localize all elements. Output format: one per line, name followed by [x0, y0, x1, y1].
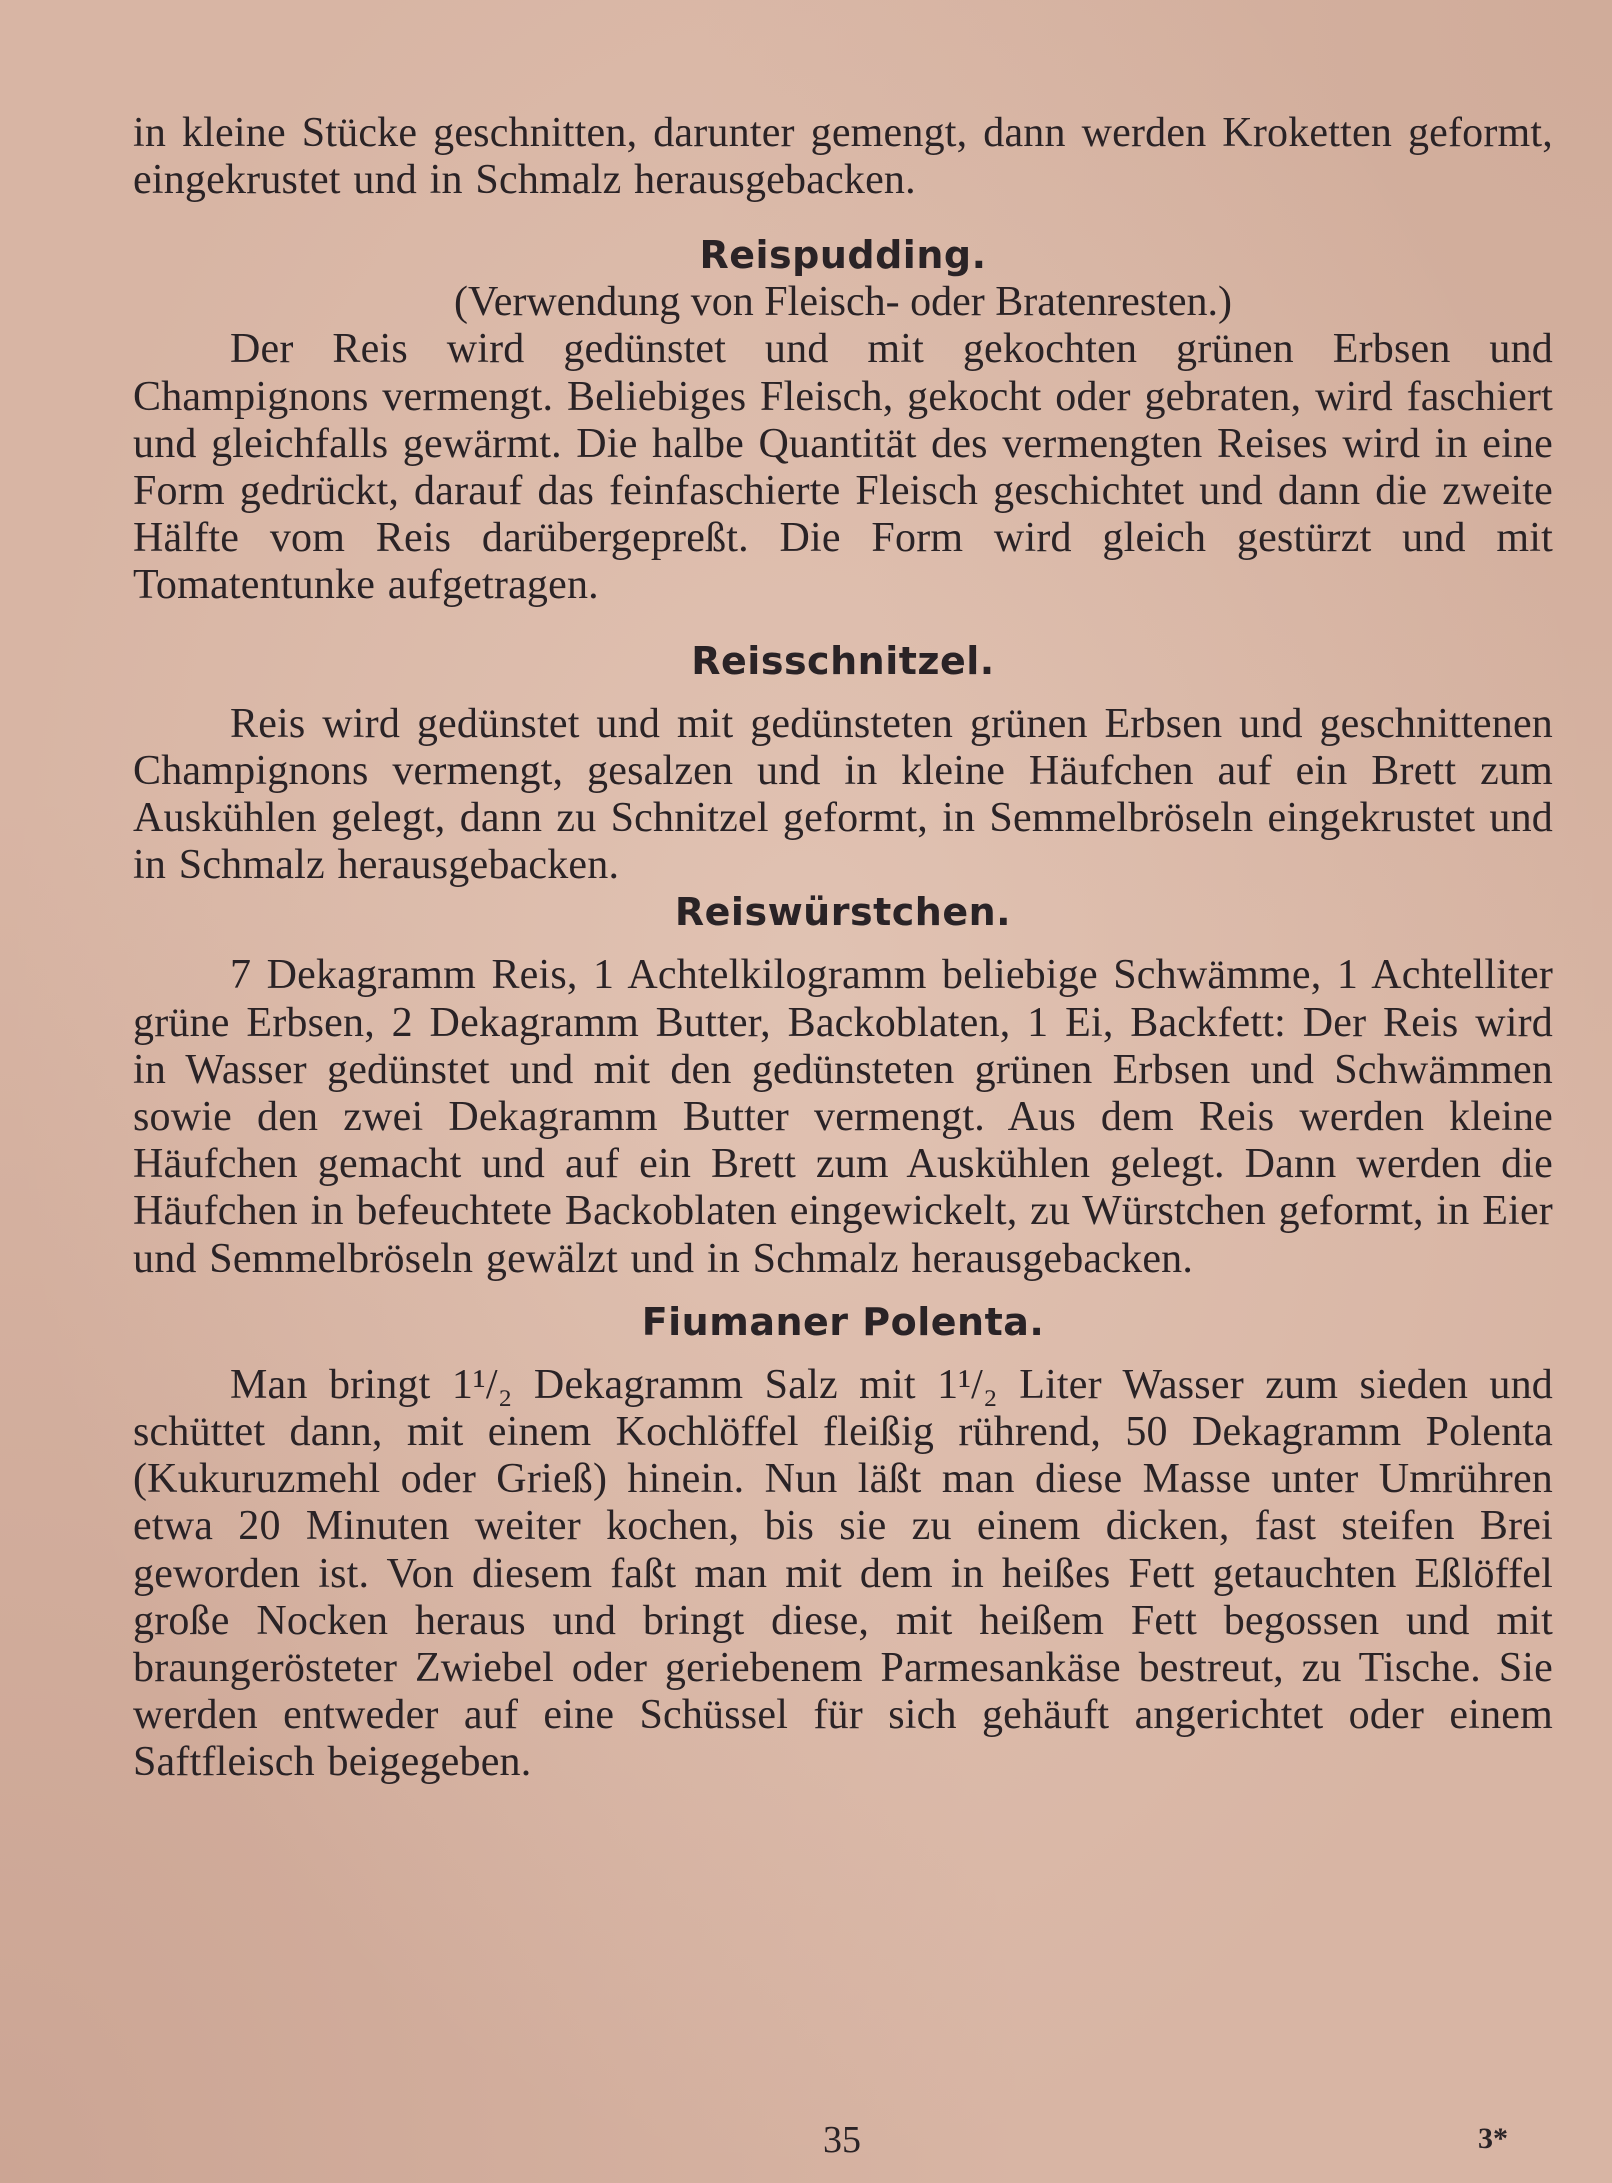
spacer — [133, 204, 1553, 232]
recipe-body: Der Reis wird gedünstet und mit gekochten grünen Erbsen und Champignons vermengt. Beliebiges Fleisch, gekocht oder gebraten, wird faschiert und gleichfalls gewärmt. Die halbe Quantität des vermengten Reises wird in eine Form gedrückt, darauf das feinfaschierte Fleisch geschichtet und dann die zweite Hälfte vom Reis darübergepreßt. Die Form wird gleich gestürzt und mit Tomatentunke aufgetragen. — [133, 326, 1553, 609]
recipe-reispudding — [133, 232, 1553, 609]
spacer — [133, 1283, 1553, 1299]
page-footer — [133, 2110, 1553, 2170]
recipe-body: Man bringt 1¹/₂ Dekagramm Salz mit 1¹/₂ Liter Wasser zum sieden und schüttet dann, mit einem Kochlöffel fleißig rührend, 50 Dekagramm Polenta (Kukuruzmehl oder Grieß) hinein. Nun läßt man diese Masse unter Umrühren etwa 20 Minuten weiter kochen, bis sie zu einem dicken, fast steifen Brei geworden ist. Von diesem faßt man mit dem in heißes Fett getauchten Eßlöffel große Nocken heraus und bringt diese, mit heißem Fett begossen und mit braungerösteter Zwiebel oder geriebenem Parmesankäse bestreut, zu Tische. Sie werden entweder auf eine Schüssel für sich gehäuft angerichtet oder einem Saftfleisch beigegeben. — [133, 1361, 1553, 1786]
spacer — [133, 936, 1553, 952]
page-number: 35 — [823, 2119, 861, 2161]
recipe-title: Fiumaner Polenta. — [641, 1299, 1045, 1344]
recipe-fiumaner-polenta — [133, 1299, 1553, 1787]
recipe-title: Reiswürstchen. — [674, 890, 1012, 935]
recipe-body: Reis wird gedünstet und mit gedünsteten grünen Erbsen und geschnittenen Champignons vermengt, gesalzen und in kleine Häufchen auf ein Brett zum Auskühlen gelegt, dann zu Schnitzel geformt, in Semmelbröseln eingekrustet und in Schmalz herausgebacken. — [133, 700, 1553, 889]
recipe-subtitle: (Verwendung von Fleisch- oder Bratenresten.) — [454, 279, 1232, 326]
signature-mark: 3* — [1478, 2122, 1508, 2155]
recipe-title: Reispudding. — [699, 233, 987, 278]
recipe-reisschnitzel — [133, 638, 1553, 890]
recipe-reiswuerstchen — [133, 889, 1553, 1282]
spacer — [133, 685, 1553, 701]
recipe-body: 7 Dekagramm Reis, 1 Achtelkilogramm beliebige Schwämme, 1 Achtelliter grüne Erbsen, 2 Dekagramm Butter, Backoblaten, 1 Ei, Backfett: Der Reis wird in Wasser gedünstet und mit den gedünsteten grünen Erbsen und Schwämmen sowie den zwei Dekagramm Butter vermengt. Aus dem Reis werden kleine Häufchen gemacht und auf ein Brett zum Auskühlen gelegt. Dann werden die Häufchen in befeuchtete Backoblaten eingewickelt, zu Würstchen geformt, in Eier und Semmelbröseln gewälzt und in Schmalz herausgebacken. — [133, 952, 1553, 1282]
recipe-title: Reisschnitzel. — [691, 638, 995, 683]
spacer — [133, 610, 1553, 638]
intro-paragraph: in kleine Stücke geschnitten, darunter gemengt, dann werden Kroketten geformt, eingekrustet und in Schmalz herausgebacken. — [133, 110, 1553, 204]
spacer — [133, 1346, 1553, 1362]
book-page — [133, 110, 1553, 2170]
